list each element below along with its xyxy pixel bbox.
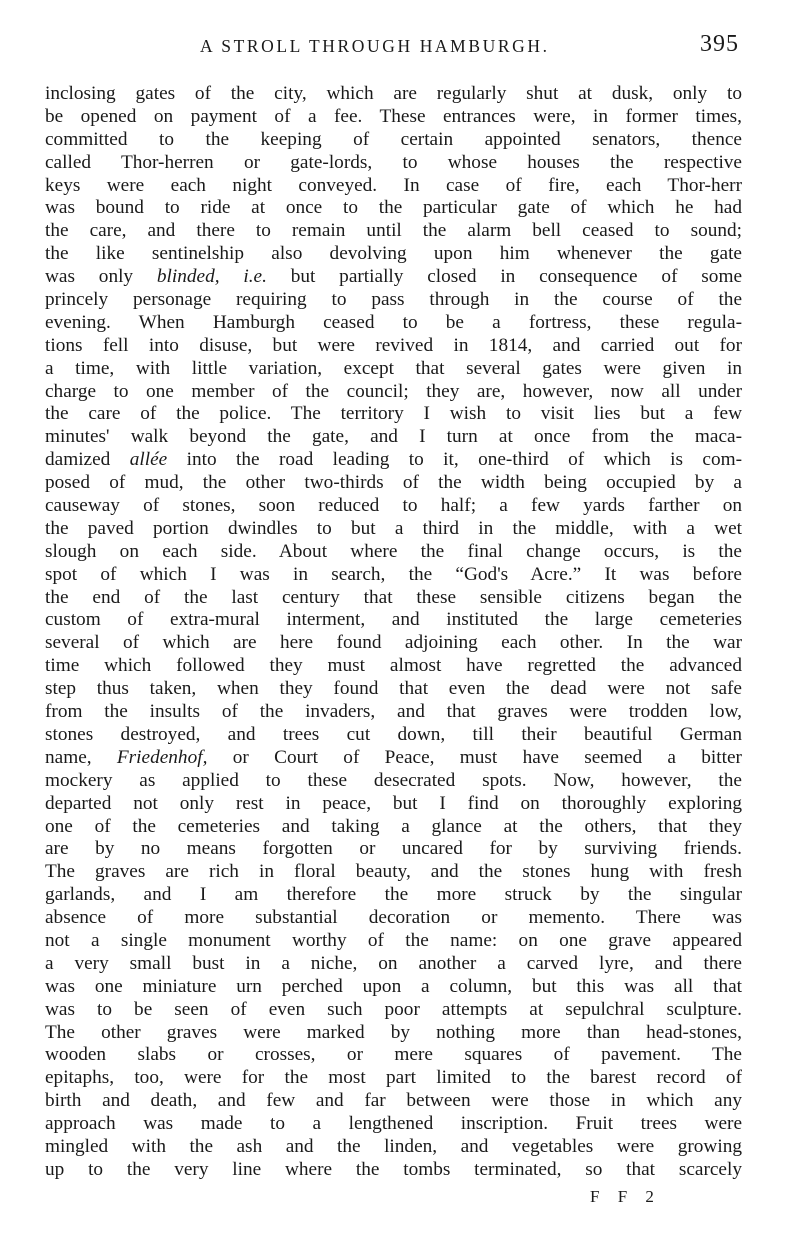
text-line: absence of more substantial decoration or memento. There was: [45, 907, 742, 929]
text-segment: damized: [45, 449, 130, 471]
text-line: up to the very line where the tombs terminated, so that scarcely: [45, 1158, 742, 1180]
page-number: 395: [700, 31, 739, 57]
running-title: A STROLL THROUGH HAMBURGH.: [200, 36, 550, 56]
text-line: tions fell into disuse, but were revived in 1814, and carried out for: [45, 334, 742, 356]
text-segment: was only: [45, 266, 157, 288]
text-line: was to be seen of even such poor attempts at sepulchral sculpture.: [45, 998, 742, 1020]
text-line: approach was made to a lengthened inscription. Fruit trees were: [45, 1113, 742, 1135]
text-line: keys were each night conveyed. In case of fire, each Thor-herr: [45, 174, 742, 196]
text-line: the end of the last century that these sensible citizens began the: [45, 586, 742, 608]
text-line: several of which are here found adjoining each other. In the war: [45, 632, 742, 654]
text-line: wooden slabs or crosses, or mere squares of pavement. The: [45, 1044, 742, 1066]
text-line: called Thor-herren or gate-lords, to whose houses the respective: [45, 151, 742, 173]
text-line: slough on each side. About where the final change occurs, is the: [45, 540, 742, 562]
body-text: [45, 83, 742, 1182]
text-line: garlands, and I am therefore the more struck by the singular: [45, 884, 742, 906]
text-line: causeway of stones, soon reduced to half; a few yards farther on: [45, 495, 742, 517]
italic-phrase: allée: [129, 449, 168, 471]
signature-mark: F F 2: [590, 1187, 661, 1206]
text-line: step thus taken, when they found that even the dead were not safe: [45, 678, 742, 700]
text-line: the care of the police. The territory I wish to visit lies but a few: [45, 403, 742, 425]
text-line: a time, with little variation, except that several gates were given in: [45, 357, 742, 379]
text-line: the care, and there to remain until the alarm bell ceased to sound;: [45, 220, 742, 242]
text-line: [45, 266, 742, 289]
text-line: epitaphs, too, were for the most part limited to the barest record of: [45, 1067, 742, 1089]
text-line: was bound to ride at once to the particular gate of which he had: [45, 197, 742, 219]
text-line: departed not only rest in peace, but I find on thoroughly exploring: [45, 792, 742, 814]
text-line: are by no means forgotten or uncared for by surviving friends.: [45, 838, 742, 860]
text-line: [45, 449, 742, 472]
text-segment: into the road leading to it, one-third of which is com-: [167, 449, 742, 471]
text-line: birth and death, and few and far between were those in which any: [45, 1090, 742, 1112]
text-line: inclosing gates of the city, which are regularly shut at dusk, only to: [45, 83, 742, 104]
text-line: mingled with the ash and the linden, and vegetables were growing: [45, 1135, 742, 1157]
text-line: The graves are rich in floral beauty, and the stones hung with fresh: [45, 861, 742, 883]
text-line: mockery as applied to these desecrated spots. Now, however, the: [45, 769, 742, 791]
text-segment: but partially closed in consequence of some: [266, 266, 742, 288]
running-header: [0, 31, 805, 64]
text-line: evening. When Hamburgh ceased to be a fortress, these regula-: [45, 311, 742, 333]
text-line: posed of mud, the other two-thirds of the width being occupied by a: [45, 472, 742, 494]
text-line: one of the cemeteries and taking a glance at the others, that they: [45, 815, 742, 837]
text-line: custom of extra-mural interment, and instituted the large cemeteries: [45, 609, 742, 631]
italic-phrase: Friedenhof,: [116, 746, 208, 768]
text-line: be opened on payment of a fee. These entrances were, in former times,: [45, 105, 742, 127]
text-line: the like sentinelship also devolving upon him whenever the gate: [45, 243, 742, 265]
text-line: minutes' walk beyond the gate, and I turn at once from the maca-: [45, 426, 742, 448]
text-line: charge to one member of the council; they are, however, now all under: [45, 380, 742, 402]
text-line: committed to the keeping of certain appointed senators, thence: [45, 128, 742, 150]
text-line: stones destroyed, and trees cut down, till their beautiful German: [45, 723, 742, 745]
text-line: from the insults of the invaders, and that graves were trodden low,: [45, 701, 742, 723]
text-line: [45, 747, 742, 770]
text-line: princely personage requiring to pass through in the course of the: [45, 289, 742, 311]
text-segment: name,: [45, 746, 117, 768]
text-line: was one miniature urn perched upon a column, but this was all that: [45, 975, 742, 997]
text-line: The other graves were marked by nothing more than head-stones,: [45, 1021, 742, 1043]
text-line: time which followed they must almost have regretted the advanced: [45, 655, 742, 677]
text-line: spot of which I was in search, the “God's Acre.” It was before: [45, 563, 742, 585]
text-line: not a single monument worthy of the name: on one grave appeared: [45, 929, 742, 951]
text-segment: or Court of Peace, must have seemed a bitter: [207, 746, 742, 768]
text-line: the paved portion dwindles to but a third in the middle, with a wet: [45, 517, 742, 539]
text-line: a very small bust in a niche, on another a carved lyre, and there: [45, 952, 742, 974]
italic-phrase: blinded, i.e.: [156, 266, 267, 288]
